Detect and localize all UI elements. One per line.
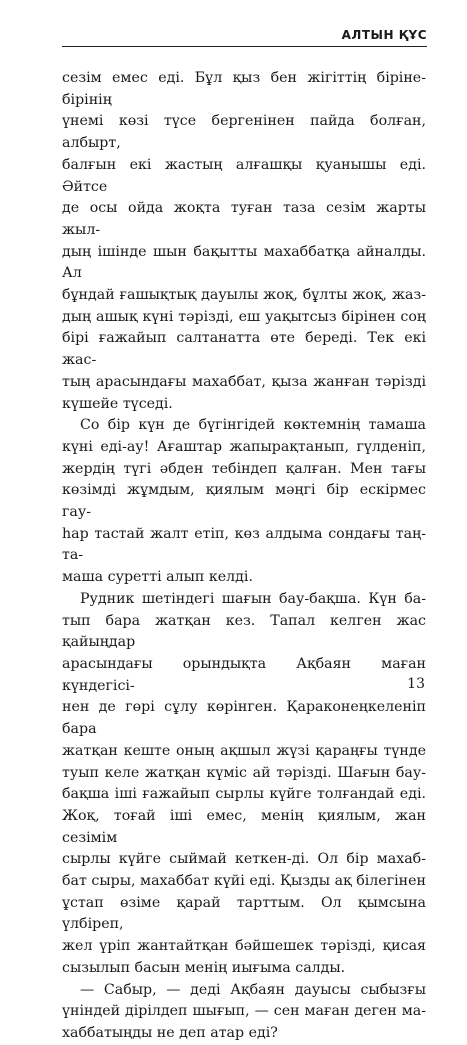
text-line: дың ішінде шын бақытты махаббатқа айналды. Ал [62,243,426,282]
running-title: АЛТЫН ҚҰС [341,28,427,42]
text-line: күні еді-ау! Ағаштар жапырақтанып, гүлденіп, [62,438,426,455]
text-line: үніндей дірілдеп шығып, — сен маған деген ма- [62,1003,426,1020]
body-text [62,68,426,1045]
text-line: Рудник шетіндегі шағын бау-бақша. Күн ба- [80,590,426,607]
text-line: күшейе түседі. [62,395,173,412]
text-line: бұндай ғашықтық дауылы жоқ, бұлты жоқ, жаз- [62,287,426,304]
text-line: һар тастай жалт етіп, көз алдыма сондағы таң-та- [62,525,426,564]
page-number: 13 [407,676,425,692]
text-line: бірі ғажайып салтанатта өте береді. Тек екі жас- [62,330,426,369]
text-line: маша суретті алып келді. [62,569,253,586]
text-line: көзімді жұмдым, қиялым мәңгі бір ескірмес гау- [62,482,426,521]
text-line: Со бір күн де бүгінгідей көктемнің тамаша [80,417,426,434]
running-header [62,24,427,47]
text-line: жел үріп жантайтқан бәйшешек тәрізді, қисая [62,938,426,955]
text-line: бақша іші ғажайып сырлы күйге толғандай еді. [62,786,426,803]
text-line: нен де гөрі сұлу көрінген. Қараконеңкеленіп бара [62,699,426,738]
text-line: тып бара жатқан кез. Тапал келген жас қайыңдар [62,612,426,651]
text-line: сезім емес еді. Бұл қыз бен жігіттің біріне-бірінің [62,70,426,108]
text-line: сызылып басын менің иығыма салды. [62,959,346,976]
text-line: балғын екі жастың алғашқы қуанышы еді. Әйтсе [62,156,426,195]
text-line: дың ашық күні тәрізді, еш уақытсыз бірінен соң [62,308,426,325]
text-line: ұстап өзіме қарай тарттым. Ол қымсына үлбіреп, [62,894,426,933]
text-line: — Сабыр, — деді Ақбаян дауысы сыбызғы [80,981,426,998]
text-line: тың арасындағы махаббат, қыза жанған тәрізді [62,373,426,390]
text-line: бат сыры, махаббат күйі еді. Қызды ақ білегінен [62,873,426,890]
text-line: жердің түгі әбден тебіндеп қалған. Мен тағы [62,460,426,477]
text-line: хаббатыңды не деп атар еді? [62,1024,278,1041]
text-line: Жоқ, тоғай іші емес, менің қиялым, жан сезімім [62,807,426,846]
text-line: сырлы күйге сыймай кеткен-ді. Ол бір махаб- [62,851,426,868]
text-line: де осы ойда жоқта туған таза сезім жарты жыл- [62,200,426,238]
text-line: үнемі көзі түсе бергенінен пайда болған, албырт, [62,113,426,152]
text-line: арасындағы орындықта Ақбаян маған күндегісі- [62,655,426,694]
text-line: жатқан кеште оның ақшыл жүзі қараңғы түнде [62,742,426,759]
text-line: туып келе жатқан күміс ай тәрізді. Шағын бау- [62,764,426,781]
